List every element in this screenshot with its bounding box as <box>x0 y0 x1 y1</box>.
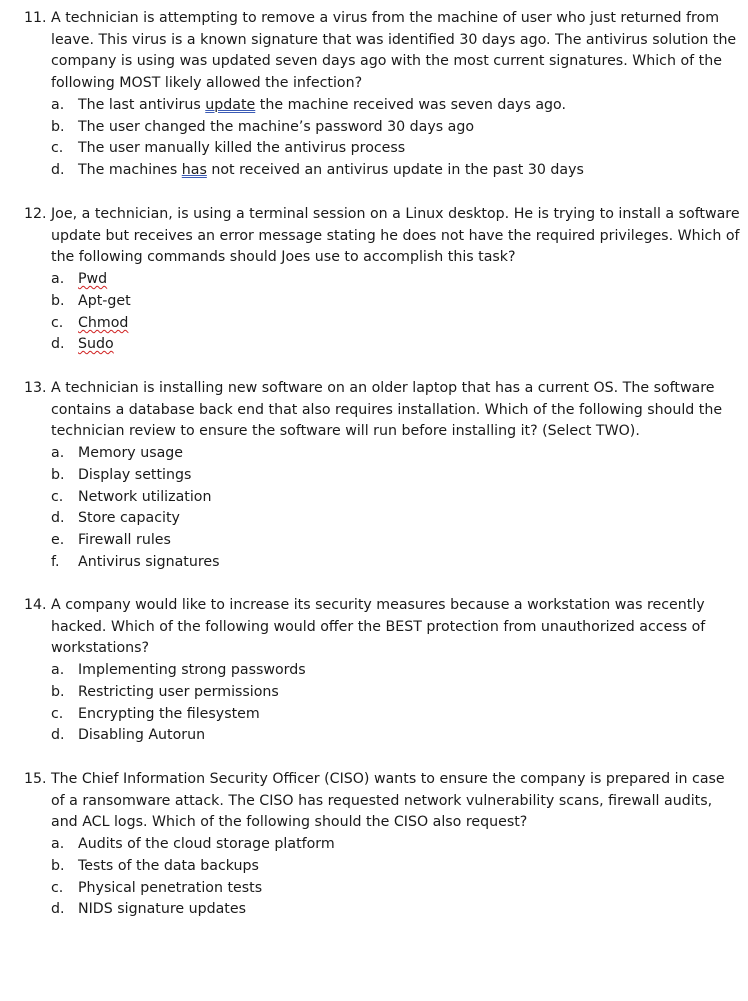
question-line: following MOST likely allowed the infection? <box>51 75 363 92</box>
spelling-flagged-word: Sudo <box>78 336 114 352</box>
option-text: Tests of the data backups <box>78 858 259 874</box>
option-letter: b. <box>51 293 65 309</box>
option-text: NIDS signature updates <box>78 901 246 917</box>
option-letter: e. <box>51 532 65 548</box>
question-number: 13. <box>24 380 47 396</box>
option-letter: b. <box>51 119 65 135</box>
question-number: 14. <box>24 597 47 613</box>
option-letter: a. <box>51 662 65 678</box>
question-line: of a ransomware attack. The CISO has requested network vulnerability scans, firewall audits, <box>51 792 713 809</box>
option-text: Antivirus signatures <box>78 554 220 570</box>
question-line: contains a database back end that also requires installation. Which of the following should the <box>51 401 723 418</box>
answer-option <box>51 291 131 313</box>
option-letter: b. <box>51 858 65 874</box>
answer-option <box>51 313 128 335</box>
option-text: The machines <box>78 162 182 178</box>
question-text <box>51 378 723 443</box>
question-line: workstations? <box>51 640 150 657</box>
option-letter: c. <box>51 140 64 156</box>
answer-option <box>51 487 211 509</box>
question-text <box>51 595 711 660</box>
option-text: the machine received was seven days ago. <box>255 97 566 113</box>
answer-option <box>51 334 114 356</box>
question-line: hacked. Which of the following would offer the BEST protection from unauthorized access of <box>51 618 706 635</box>
answer-option <box>51 725 205 747</box>
question-line: update but receives an error message stating he does not have the required privileges. Which of <box>51 227 740 244</box>
answer-option <box>51 95 566 117</box>
question-text <box>51 204 740 269</box>
option-letter: d. <box>51 510 65 526</box>
option-letter: b. <box>51 684 65 700</box>
option-text: The user manually killed the antivirus process <box>78 140 406 156</box>
answer-option <box>51 899 246 921</box>
question-line: A company would like to increase its security measures because a workstation was recently <box>51 597 705 613</box>
option-text: Network utilization <box>78 489 212 505</box>
spelling-flagged-word: Pwd <box>78 271 108 287</box>
option-letter: c. <box>51 706 64 722</box>
option-text: Implementing strong passwords <box>78 662 306 678</box>
answer-option <box>51 269 107 291</box>
option-text: Display settings <box>78 467 192 483</box>
option-letter: d. <box>51 901 65 917</box>
option-text: Disabling Autorun <box>78 727 206 743</box>
option-text: Firewall rules <box>78 532 171 548</box>
option-text: Physical penetration tests <box>78 880 263 896</box>
question-number: 15. <box>24 771 47 787</box>
option-letter: c. <box>51 315 64 331</box>
question-line: A technician is attempting to remove a virus from the machine of user who just returned from <box>51 10 720 26</box>
answer-option <box>51 552 220 574</box>
option-letter: f. <box>51 554 60 570</box>
answer-option <box>51 834 335 856</box>
answer-option <box>51 530 171 552</box>
option-letter: d. <box>51 336 65 352</box>
option-letter: d. <box>51 162 65 178</box>
option-text: The last antivirus <box>78 97 206 113</box>
option-letter: c. <box>51 489 64 505</box>
answer-option <box>51 508 180 530</box>
answer-option <box>51 117 474 139</box>
question-line: technician review to ensure the software will run before installing it? (Select TWO). <box>51 423 640 440</box>
question-number: 12. <box>24 206 47 222</box>
answer-option <box>51 443 183 465</box>
answer-option <box>51 160 584 182</box>
answer-option <box>51 682 279 704</box>
answer-option <box>51 138 405 160</box>
option-letter: a. <box>51 97 65 113</box>
option-letter: c. <box>51 880 64 896</box>
question-line: A technician is installing new software on an older laptop that has a current OS. The software <box>51 380 715 396</box>
answer-option <box>51 878 262 900</box>
option-letter: d. <box>51 727 65 743</box>
option-letter: a. <box>51 836 65 852</box>
answer-option <box>51 856 259 878</box>
option-text: Memory usage <box>78 445 184 461</box>
question-line: and ACL logs. Which of the following should the CISO also request? <box>51 814 528 831</box>
spelling-flagged-word: Chmod <box>78 315 129 331</box>
grammar-flagged-word: has <box>181 162 207 178</box>
option-letter: b. <box>51 467 65 483</box>
question-line: The Chief Information Security Officer (CISO) wants to ensure the company is prepared in case <box>51 771 725 787</box>
question-number: 11. <box>24 10 47 26</box>
answer-option <box>51 660 306 682</box>
question-line: company is using was updated seven days ago with the most current signatures. Which of the <box>51 53 722 70</box>
option-letter: a. <box>51 445 65 461</box>
option-letter: a. <box>51 271 65 287</box>
option-text: Store capacity <box>78 510 180 526</box>
answer-option <box>51 704 260 726</box>
question-text <box>51 769 725 834</box>
answer-option <box>51 465 191 487</box>
question-line: leave. This virus is a known signature that was identified 30 days ago. The antivirus solution the <box>51 31 737 48</box>
option-text: not received an antivirus update in the past 30 days <box>206 162 584 178</box>
question-text <box>51 8 737 95</box>
question-line: Joe, a technician, is using a terminal session on a Linux desktop. He is trying to install a software <box>51 206 740 222</box>
grammar-flagged-word: update <box>205 97 256 113</box>
option-text: Restricting user permissions <box>78 684 279 700</box>
option-text: Encrypting the filesystem <box>78 706 260 722</box>
option-text: The user changed the machine’s password 30 days ago <box>78 119 475 135</box>
option-text: Audits of the cloud storage platform <box>78 836 335 852</box>
question-line: the following commands should Joes use to accomplish this task? <box>51 249 516 266</box>
option-text: Apt-get <box>78 293 131 309</box>
